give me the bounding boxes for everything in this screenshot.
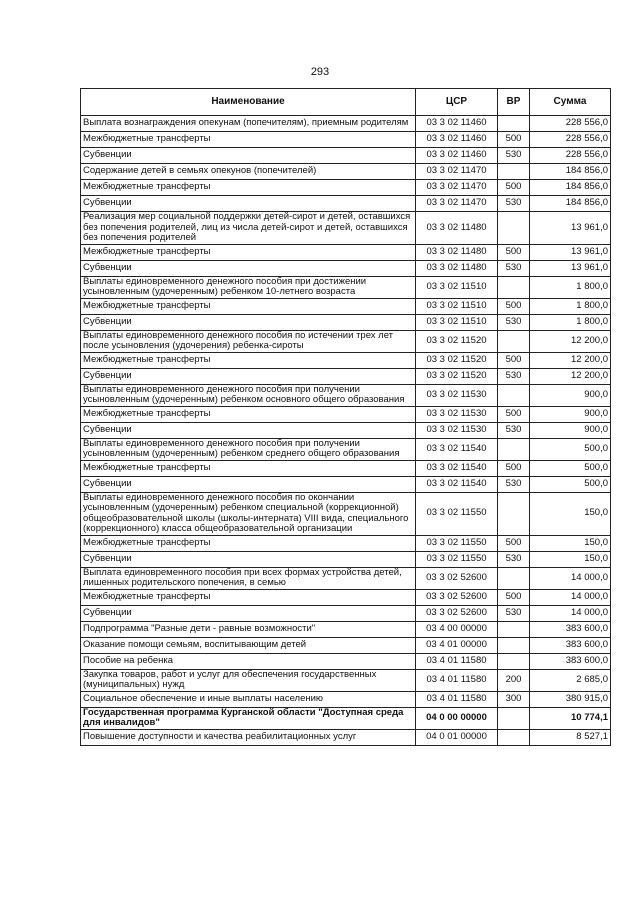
table-row: [81, 164, 611, 180]
cell-sum: 12 200,0: [530, 330, 611, 352]
table-row: [81, 180, 611, 196]
cell-vr: 530: [498, 368, 530, 384]
table-row: [81, 196, 611, 212]
cell-name: Межбюджетные трансферты: [81, 589, 416, 605]
cell-sum: 383 600,0: [530, 637, 611, 653]
cell-csr: 03 3 02 11480: [416, 212, 498, 245]
cell-csr: 03 3 02 11530: [416, 406, 498, 422]
cell-csr: 04 0 00 00000: [416, 707, 498, 729]
cell-sum: 184 856,0: [530, 180, 611, 196]
cell-sum: 500,0: [530, 460, 611, 476]
cell-vr: 530: [498, 196, 530, 212]
cell-name: Межбюджетные трансферты: [81, 352, 416, 368]
cell-sum: 184 856,0: [530, 164, 611, 180]
table-row: [81, 492, 611, 535]
cell-vr: 500: [498, 298, 530, 314]
header-vr: ВР: [498, 89, 530, 116]
cell-sum: 150,0: [530, 492, 611, 535]
table-row: [81, 148, 611, 164]
cell-vr: 200: [498, 669, 530, 691]
table-row: [81, 260, 611, 276]
cell-csr: 03 3 02 11480: [416, 244, 498, 260]
cell-sum: 150,0: [530, 551, 611, 567]
cell-csr: 03 3 02 52600: [416, 567, 498, 589]
cell-csr: 03 3 02 11540: [416, 460, 498, 476]
cell-vr: 500: [498, 589, 530, 605]
table-row: [81, 476, 611, 492]
cell-name: Социальное обеспечение и иные выплаты населению: [81, 691, 416, 707]
table-row: [81, 244, 611, 260]
table-row: [81, 551, 611, 567]
cell-name: Межбюджетные трансферты: [81, 406, 416, 422]
cell-vr: [498, 276, 530, 298]
cell-vr: [498, 164, 530, 180]
table-row: [81, 438, 611, 460]
cell-csr: 03 3 02 11460: [416, 132, 498, 148]
cell-name: Субвенции: [81, 476, 416, 492]
header-csr: ЦСР: [416, 89, 498, 116]
header-sum: Сумма: [530, 89, 611, 116]
cell-name: Субвенции: [81, 148, 416, 164]
cell-name: Пособие на ребенка: [81, 653, 416, 669]
cell-vr: 530: [498, 476, 530, 492]
cell-csr: 03 3 02 11510: [416, 276, 498, 298]
cell-vr: 500: [498, 535, 530, 551]
cell-vr: [498, 653, 530, 669]
table-row: [81, 637, 611, 653]
cell-name: Межбюджетные трансферты: [81, 180, 416, 196]
cell-name: Выплаты единовременного денежного пособия по истечении трех лет после усыновления (удочерения) ребенка-сироты: [81, 330, 416, 352]
cell-vr: [498, 729, 530, 745]
cell-csr: 03 3 02 11520: [416, 368, 498, 384]
cell-sum: 900,0: [530, 422, 611, 438]
cell-name: Выплата единовременного пособия при всех формах устройства детей, лишенных родительского попечения, в семью: [81, 567, 416, 589]
cell-vr: 500: [498, 244, 530, 260]
cell-name: Субвенции: [81, 551, 416, 567]
table-row: [81, 460, 611, 476]
table-row: [81, 384, 611, 406]
table-row: [81, 352, 611, 368]
cell-sum: 14 000,0: [530, 605, 611, 621]
cell-vr: 500: [498, 406, 530, 422]
cell-csr: 03 3 02 11540: [416, 438, 498, 460]
cell-csr: 03 4 00 00000: [416, 621, 498, 637]
table-row: [81, 116, 611, 132]
table-row: [81, 707, 611, 729]
cell-vr: [498, 492, 530, 535]
cell-sum: 150,0: [530, 535, 611, 551]
cell-name: Оказание помощи семьям, воспитывающим детей: [81, 637, 416, 653]
table-row: [81, 422, 611, 438]
cell-sum: 2 685,0: [530, 669, 611, 691]
cell-vr: [498, 621, 530, 637]
cell-vr: [498, 330, 530, 352]
cell-name: Субвенции: [81, 605, 416, 621]
table-row: [81, 621, 611, 637]
cell-csr: 03 3 02 11550: [416, 535, 498, 551]
cell-name: Субвенции: [81, 422, 416, 438]
cell-csr: 03 3 02 11530: [416, 384, 498, 406]
cell-csr: 03 3 02 11480: [416, 260, 498, 276]
cell-sum: 8 527,1: [530, 729, 611, 745]
cell-name: Выплаты единовременного денежного пособия по окончании усыновленным (удочеренным) ребенком специальной (коррекционной) общеобразовательной школы (школы-интерната) VIII вида, специального (коррекционного) класса общеобразовательной организации: [81, 492, 416, 535]
table-row: [81, 132, 611, 148]
table-row: [81, 567, 611, 589]
cell-vr: [498, 384, 530, 406]
cell-csr: 03 3 02 52600: [416, 605, 498, 621]
cell-sum: 13 961,0: [530, 244, 611, 260]
cell-name: Межбюджетные трансферты: [81, 460, 416, 476]
cell-sum: 1 800,0: [530, 276, 611, 298]
cell-vr: [498, 707, 530, 729]
cell-csr: 03 3 02 11470: [416, 196, 498, 212]
cell-name: Межбюджетные трансферты: [81, 535, 416, 551]
cell-sum: 12 200,0: [530, 352, 611, 368]
cell-sum: 383 600,0: [530, 653, 611, 669]
table-row: [81, 368, 611, 384]
cell-vr: 530: [498, 148, 530, 164]
cell-name: Содержание детей в семьях опекунов (попечителей): [81, 164, 416, 180]
cell-csr: 04 0 01 00000: [416, 729, 498, 745]
cell-csr: 03 4 01 11580: [416, 653, 498, 669]
page-number: 293: [310, 66, 330, 78]
cell-vr: 500: [498, 180, 530, 196]
cell-vr: 530: [498, 422, 530, 438]
cell-csr: 03 3 02 11470: [416, 180, 498, 196]
table-row: [81, 669, 611, 691]
cell-vr: 530: [498, 605, 530, 621]
table-row: [81, 605, 611, 621]
table-row: [81, 691, 611, 707]
cell-csr: 03 3 02 11460: [416, 148, 498, 164]
cell-vr: [498, 212, 530, 245]
cell-name: Выплаты единовременного денежного пособия при получении усыновленным (удочеренным) ребенком среднего общего образования: [81, 438, 416, 460]
table-row: [81, 276, 611, 298]
table-row: [81, 729, 611, 745]
cell-name: Подпрограмма "Разные дети - равные возможности": [81, 621, 416, 637]
cell-vr: 530: [498, 314, 530, 330]
cell-name: Субвенции: [81, 368, 416, 384]
cell-csr: 03 3 02 11510: [416, 314, 498, 330]
cell-name: Государственная программа Курганской области "Доступная среда для инвалидов": [81, 707, 416, 729]
cell-csr: 03 3 02 11550: [416, 492, 498, 535]
cell-sum: 1 800,0: [530, 314, 611, 330]
table-row: [81, 314, 611, 330]
cell-name: Повышение доступности и качества реабилитационных услуг: [81, 729, 416, 745]
cell-vr: 500: [498, 132, 530, 148]
cell-sum: 500,0: [530, 438, 611, 460]
cell-sum: 12 200,0: [530, 368, 611, 384]
cell-csr: 03 3 02 11530: [416, 422, 498, 438]
cell-csr: 03 3 02 52600: [416, 589, 498, 605]
cell-name: Реализация мер социальной поддержки детей-сирот и детей, оставшихся без попечения родителей, лиц из числа детей-сирот и детей, оставшихся без попечения родителей: [81, 212, 416, 245]
cell-sum: 13 961,0: [530, 260, 611, 276]
table-row: [81, 589, 611, 605]
cell-csr: 03 3 02 11540: [416, 476, 498, 492]
cell-csr: 03 4 01 11580: [416, 669, 498, 691]
cell-name: Межбюджетные трансферты: [81, 132, 416, 148]
cell-csr: 03 3 02 11460: [416, 116, 498, 132]
table-row: [81, 535, 611, 551]
cell-csr: 03 3 02 11470: [416, 164, 498, 180]
cell-vr: [498, 116, 530, 132]
cell-vr: [498, 438, 530, 460]
cell-name: Выплаты единовременного денежного пособия при получении усыновленным (удочеренным) ребенком основного общего образования: [81, 384, 416, 406]
cell-name: Субвенции: [81, 314, 416, 330]
cell-sum: 1 800,0: [530, 298, 611, 314]
cell-vr: 530: [498, 551, 530, 567]
cell-sum: 10 774,1: [530, 707, 611, 729]
cell-sum: 900,0: [530, 406, 611, 422]
cell-sum: 900,0: [530, 384, 611, 406]
cell-sum: 228 556,0: [530, 116, 611, 132]
cell-vr: [498, 637, 530, 653]
cell-sum: 228 556,0: [530, 148, 611, 164]
table-row: [81, 298, 611, 314]
cell-sum: 13 961,0: [530, 212, 611, 245]
cell-vr: 300: [498, 691, 530, 707]
header-name: Наименование: [81, 89, 416, 116]
table-row: [81, 653, 611, 669]
cell-sum: 383 600,0: [530, 621, 611, 637]
cell-name: Субвенции: [81, 196, 416, 212]
cell-sum: 500,0: [530, 476, 611, 492]
cell-sum: 184 856,0: [530, 196, 611, 212]
cell-csr: 03 4 01 11580: [416, 691, 498, 707]
cell-sum: 380 915,0: [530, 691, 611, 707]
table-header-row: [81, 89, 611, 116]
table-row: [81, 406, 611, 422]
cell-vr: 500: [498, 352, 530, 368]
cell-csr: 03 3 02 11510: [416, 298, 498, 314]
budget-table: [80, 88, 611, 746]
cell-vr: 530: [498, 260, 530, 276]
cell-name: Выплаты единовременного денежного пособия при достижении усыновленным (удочеренным) ребенком 10-летнего возраста: [81, 276, 416, 298]
cell-sum: 228 556,0: [530, 132, 611, 148]
cell-csr: 03 3 02 11520: [416, 352, 498, 368]
table-row: [81, 330, 611, 352]
cell-csr: 03 4 01 00000: [416, 637, 498, 653]
cell-csr: 03 3 02 11550: [416, 551, 498, 567]
cell-vr: 500: [498, 460, 530, 476]
cell-name: Межбюджетные трансферты: [81, 298, 416, 314]
cell-sum: 14 000,0: [530, 589, 611, 605]
cell-sum: 14 000,0: [530, 567, 611, 589]
cell-name: Субвенции: [81, 260, 416, 276]
table-row: [81, 212, 611, 245]
cell-name: Межбюджетные трансферты: [81, 244, 416, 260]
cell-name: Выплата вознаграждения опекунам (попечителям), приемным родителям: [81, 116, 416, 132]
cell-name: Закупка товаров, работ и услуг для обеспечения государственных (муниципальных) нужд: [81, 669, 416, 691]
cell-csr: 03 3 02 11520: [416, 330, 498, 352]
cell-vr: [498, 567, 530, 589]
